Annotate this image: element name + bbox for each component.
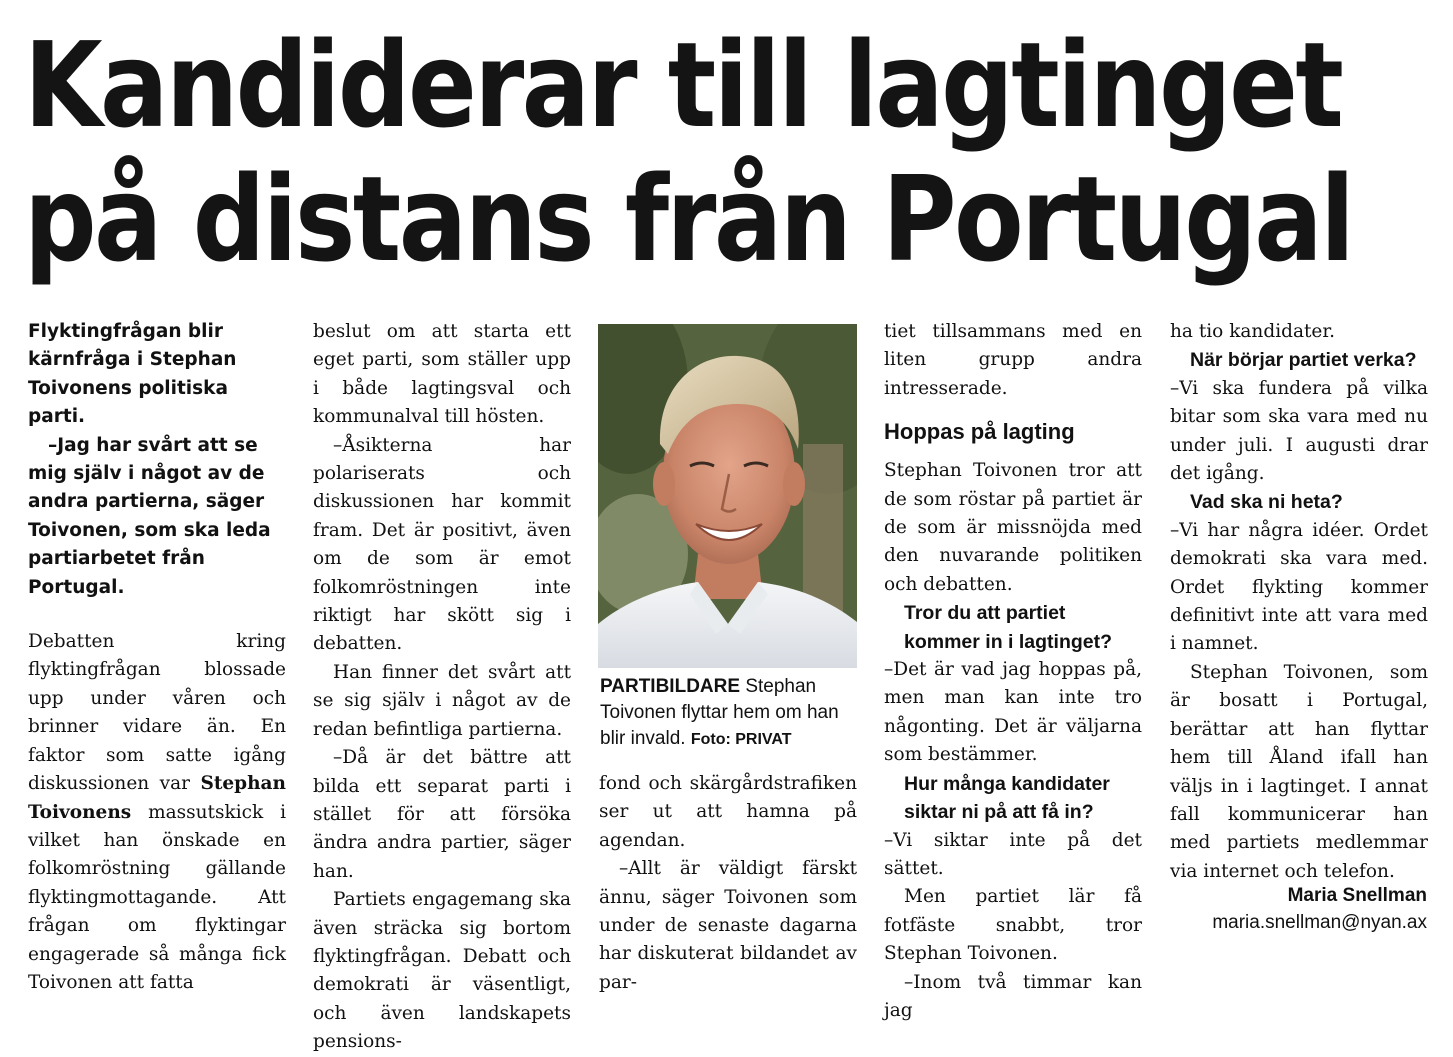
col4-paragraph-1: tiet tillsammans med en liten grupp andra intresserade.	[884, 321, 1142, 399]
author-email: maria.snellman@nyan.ax	[1212, 912, 1427, 933]
col4-paragraph-2: Stephan Toivonen tror att de som röstar på partiet är de som är missnöjda med den nuvarande politiken och debatten.	[884, 460, 1142, 595]
headline-line-2: på distans från Portugal	[24, 150, 1353, 288]
photo-caption	[600, 674, 858, 753]
person-name: Stephan Toivonens	[28, 773, 286, 823]
headline-line-1: Kandiderar till lagtinget	[24, 16, 1342, 154]
col3-paragraph-1: fond och skärgårdstrafiken ser ut att hamna på agendan.	[599, 773, 857, 851]
portrait-photo	[598, 324, 857, 668]
portrait-illustration	[598, 324, 857, 668]
col2-paragraph-1: beslut om att starta ett eget parti, som ställer upp i både lagtingsval och kommunalval till hösten.	[313, 321, 571, 428]
column-4	[884, 318, 1142, 1025]
caption-text: Stephan Toivonen flyttar hem om han blir invald.	[600, 676, 839, 749]
question-1: Tror du att partiet kommer in i lagtinget?	[904, 602, 1113, 653]
byline	[1212, 882, 1427, 936]
column-1	[28, 318, 286, 997]
col4-paragraph-3: Men partiet lär få fotfäste snabbt, tror Stephan Toivonen.	[884, 886, 1142, 965]
column-3	[599, 770, 857, 997]
col2-paragraph-5: Partiets engagemang ska även sträcka sig bortom flyktingfrågan. Debatt och demokrati är väsentligt, och även landskapets pensions-	[313, 889, 571, 1053]
question-3: När börjar partiet verka?	[1190, 349, 1417, 372]
answer-4: –Vi har några idéer. Ordet demokrati ska vara med. Ordet flykting kommer definitivt inte att vara med i namnet.	[1170, 519, 1428, 655]
col2-paragraph-3: Han finner det svårt att se sig själv i något av de redan befintliga partierna.	[313, 661, 571, 740]
question-2: Hur många kandidater siktar ni på att få in?	[904, 772, 1110, 824]
author-name: Maria Snellman	[1287, 885, 1427, 906]
body-paragraph	[28, 628, 286, 997]
column-2	[313, 318, 571, 1057]
photo-credit: Foto: PRIVAT	[690, 731, 792, 748]
column-5	[1170, 318, 1428, 886]
subheading: Hoppas på lagting	[884, 419, 1075, 445]
answer-1: –Det är vad jag hoppas på, men man kan inte tro någonting. Det är väljarna som bestämmer.	[884, 659, 1142, 766]
answer-2: –Vi siktar inte på det sättet.	[884, 829, 1142, 879]
body-text-b: massutskick i vilket han önskade en folkomröstning gällande flyktingmottagande. Att frågan om flyktingar engagerade så många fick Toivonen att fatta	[28, 801, 286, 993]
headline	[24, 16, 1353, 288]
question-4: Vad ska ni heta?	[1190, 491, 1343, 514]
col3-paragraph-2: –Allt är väldigt färskt ännu, säger Toivonen som under de senaste dagarna har diskuterat bildandet av par-	[599, 858, 857, 993]
body-text-a: Debatten kring flyktingfrågan blossade upp under våren och brinner vidare än. En faktor som satte igång diskussionen var	[28, 631, 286, 795]
col5-paragraph-1: ha tio kandidater.	[1170, 321, 1336, 342]
col5-paragraph-2: Stephan Toivonen, som är bosatt i Portugal, berättar att han flyttar hem till Åland ifall han väljs in i lagtinget. I annat fall kommunicerar han med partiets medlemmar via internet och telefon.	[1170, 661, 1428, 882]
col2-paragraph-2: –Åsikterna har polariserats och diskussionen har kommit fram. Det är positivt, även om de som är emot folkomröstningen inte riktigt har skött sig i debatten.	[313, 434, 571, 655]
answer-3: –Vi ska fundera på vilka bitar som ska vara med nu under juli. I augusti drar det igång.	[1170, 377, 1428, 485]
lead-paragraph-1: Flyktingfrågan blir kärnfråga i Stephan Toivonens politiska parti.	[28, 321, 237, 428]
col2-paragraph-4: –Då är det bättre att bilda ett separat parti i stället för att försöka ändra andra partier, säger han.	[313, 747, 571, 882]
caption-label: PARTIBILDARE	[600, 676, 741, 697]
lead-paragraph-2: –Jag har svårt att se mig själv i något av de andra partierna, säger Toivonen, som ska leda partiarbetet från Portugal.	[28, 434, 271, 598]
col4-paragraph-4: –Inom två timmar kan jag	[884, 971, 1142, 1021]
